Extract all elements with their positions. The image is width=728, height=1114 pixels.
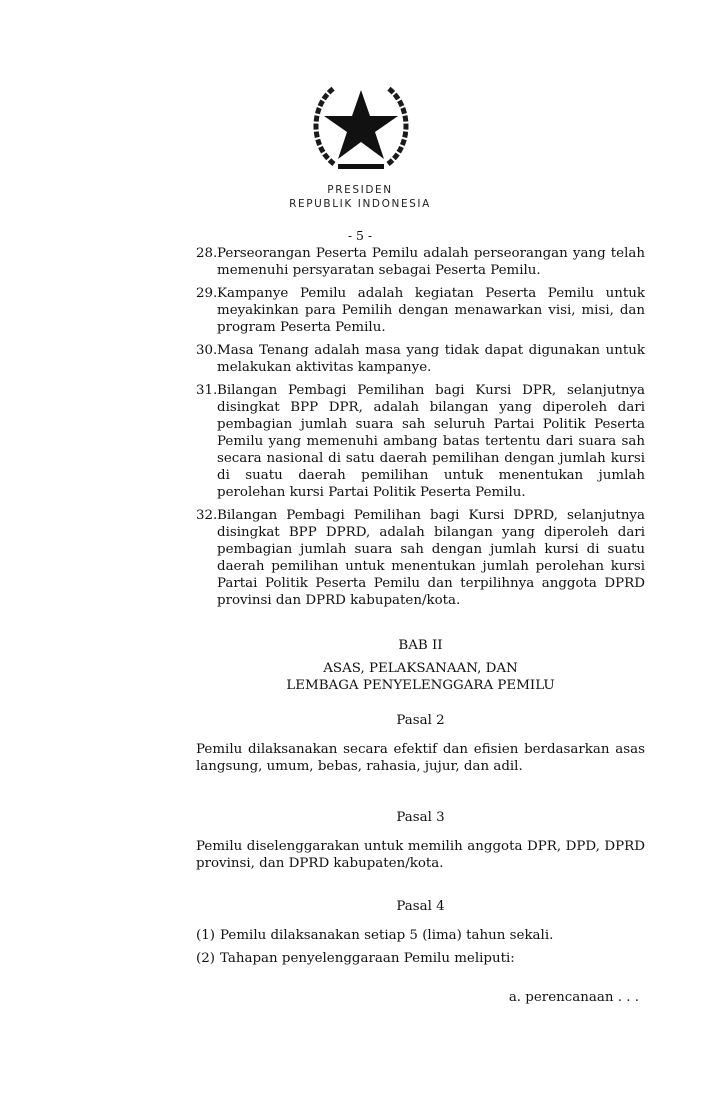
definition-item: [196, 285, 645, 336]
definition-number: 29.: [196, 286, 218, 301]
pasal-3-title: Pasal 3: [396, 810, 445, 825]
pasal-2-title: Pasal 2: [396, 713, 445, 728]
definition-item: [196, 507, 645, 609]
header-presiden: PRESIDEN: [327, 184, 393, 196]
document-body: [196, 245, 645, 1006]
pasal-3-text: Pemilu diselenggarakan untuk memilih anggota DPR, DPD, DPRD provinsi, dan DPRD kabupaten/kota.: [196, 839, 645, 871]
definition-number: 28.: [196, 246, 218, 261]
pasal-4-item: [196, 927, 645, 944]
continuation-text: a. perencanaan . . .: [508, 990, 639, 1005]
definition-text: Bilangan Pembagi Pemilihan bagi Kursi DPRD, selanjutnya disingkat BPP DPRD, adalah bilangan yang diperoleh dari pembagian jumlah suara sah dengan jumlah kursi di suatu daerah pemilihan untuk menentukan jumlah perolehan kursi Partai Politik Peserta Pemilu dan terpilihnya anggota DPRD provinsi dan DPRD kabupaten/kota.: [217, 508, 645, 608]
header-republik-indonesia: REPUBLIK INDONESIA: [289, 198, 431, 210]
pasal-4-item-text: Tahapan penyelenggaraan Pemilu meliputi:: [220, 951, 515, 966]
bab-subtitle-1: ASAS, PELAKSANAAN, DAN: [323, 661, 518, 676]
definition-text: Kampanye Pemilu adalah kegiatan Peserta Pemilu untuk meyakinkan para Pemilih dengan menawarkan visi, misi, dan program Peserta Pemilu.: [217, 286, 645, 335]
definition-number: 32.: [196, 508, 218, 523]
pasal-4-item-number: (1): [196, 928, 215, 943]
pasal-4-item: [196, 950, 645, 967]
definition-item: [196, 342, 645, 376]
definition-number: 30.: [196, 343, 218, 358]
bab-title: BAB II: [398, 638, 443, 653]
definition-number: 31.: [196, 383, 218, 398]
definition-item: [196, 245, 645, 279]
page-number: - 5 -: [347, 228, 373, 243]
definition-text: Bilangan Pembagi Pemilihan bagi Kursi DPR, selanjutnya disingkat BPP DPR, adalah bilangan yang diperoleh dari pembagian jumlah suara sah seluruh Partai Politik Peserta Pemilu yang memenuhi ambang batas tertentu dari suara sah secara nasional di satu daerah pemilihan dengan jumlah kursi di suatu daerah pemilihan untuk menentukan jumlah perolehan kursi Partai Politik Peserta Pemilu.: [217, 383, 645, 500]
pasal-4-item-number: (2): [196, 951, 215, 966]
pasal-4-item-text: Pemilu dilaksanakan setiap 5 (lima) tahun sekali.: [220, 928, 554, 943]
definition-text: Perseorangan Peserta Pemilu adalah perseorangan yang telah memenuhi persyaratan sebagai Peserta Pemilu.: [217, 246, 645, 278]
definition-text: Masa Tenang adalah masa yang tidak dapat digunakan untuk melakukan aktivitas kampanye.: [217, 343, 645, 375]
pasal-4-title: Pasal 4: [396, 899, 445, 914]
bab-subtitle-2: LEMBAGA PENYELENGGARA PEMILU: [286, 678, 555, 693]
definition-item: [196, 382, 645, 501]
pasal-2-text: Pemilu dilaksanakan secara efektif dan efisien berdasarkan asas langsung, umum, bebas, rahasia, jujur, dan adil.: [196, 742, 645, 774]
garuda-star-emblem-icon: [308, 76, 414, 176]
